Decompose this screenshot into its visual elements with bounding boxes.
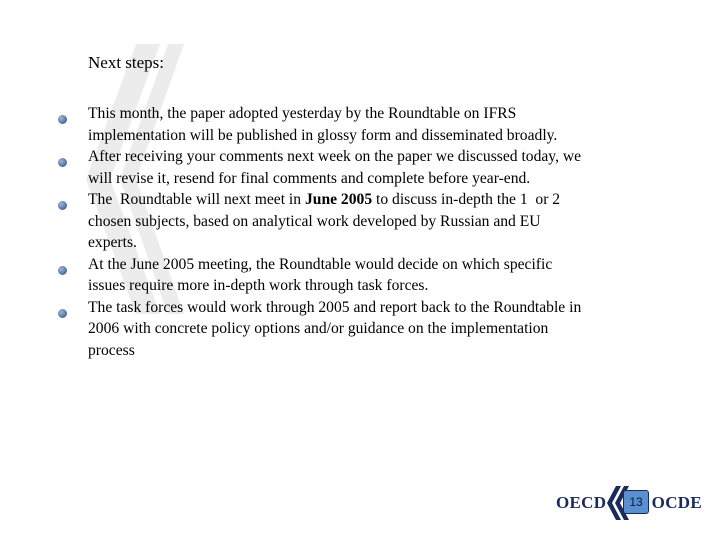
bullet-line <box>88 189 668 211</box>
bullet-line: will revise it, resend for final comments and complete before year-end. <box>88 169 531 187</box>
bullet-dot-icon <box>58 309 67 318</box>
bullet-line: At the June 2005 meeting, the Roundtable would decide on which specific <box>88 255 553 273</box>
bullet-dot-icon <box>58 115 67 124</box>
bullet-line: process <box>88 341 135 359</box>
bullet-item <box>58 189 668 254</box>
bullet-dot-icon <box>58 158 67 167</box>
ocde-label: OCDE <box>651 493 702 512</box>
bullet-item <box>58 297 668 362</box>
bullet-line: issues require more in-depth work through task forces. <box>88 277 429 294</box>
bullet-list <box>58 103 668 361</box>
bullet-text: The Roundtable will next meet in <box>88 191 305 208</box>
oecd-label: OECD <box>556 493 607 512</box>
bullet-item <box>58 146 668 189</box>
bullet-item <box>58 254 668 297</box>
bullet-bold-date: June 2005 <box>304 191 373 208</box>
bullet-text: to discuss in-depth the 1 or 2 <box>372 191 561 208</box>
bullet-line: This month, the paper adopted yesterday by the Roundtable on IFRS <box>88 105 517 122</box>
footer-branding <box>556 484 702 524</box>
bullet-line: After receiving your comments next week on the paper we discussed today, we <box>88 148 582 165</box>
bullet-dot-icon <box>58 266 67 275</box>
bullet-line: implementation will be published in glossy form and disseminated broadly. <box>88 126 558 144</box>
bullet-item <box>58 103 668 146</box>
page-number: 13 <box>623 490 649 514</box>
bullet-line: The task forces would work through 2005 and report back to the Roundtable in <box>88 298 582 316</box>
bullet-line: experts. <box>88 234 137 251</box>
bullet-line: chosen subjects, based on analytical work developed by Russian and EU <box>88 212 541 230</box>
slide-heading: Next steps: <box>88 53 165 72</box>
bullet-dot-icon <box>58 201 67 210</box>
bullet-line: 2006 with concrete policy options and/or guidance on the implementation <box>88 320 549 337</box>
